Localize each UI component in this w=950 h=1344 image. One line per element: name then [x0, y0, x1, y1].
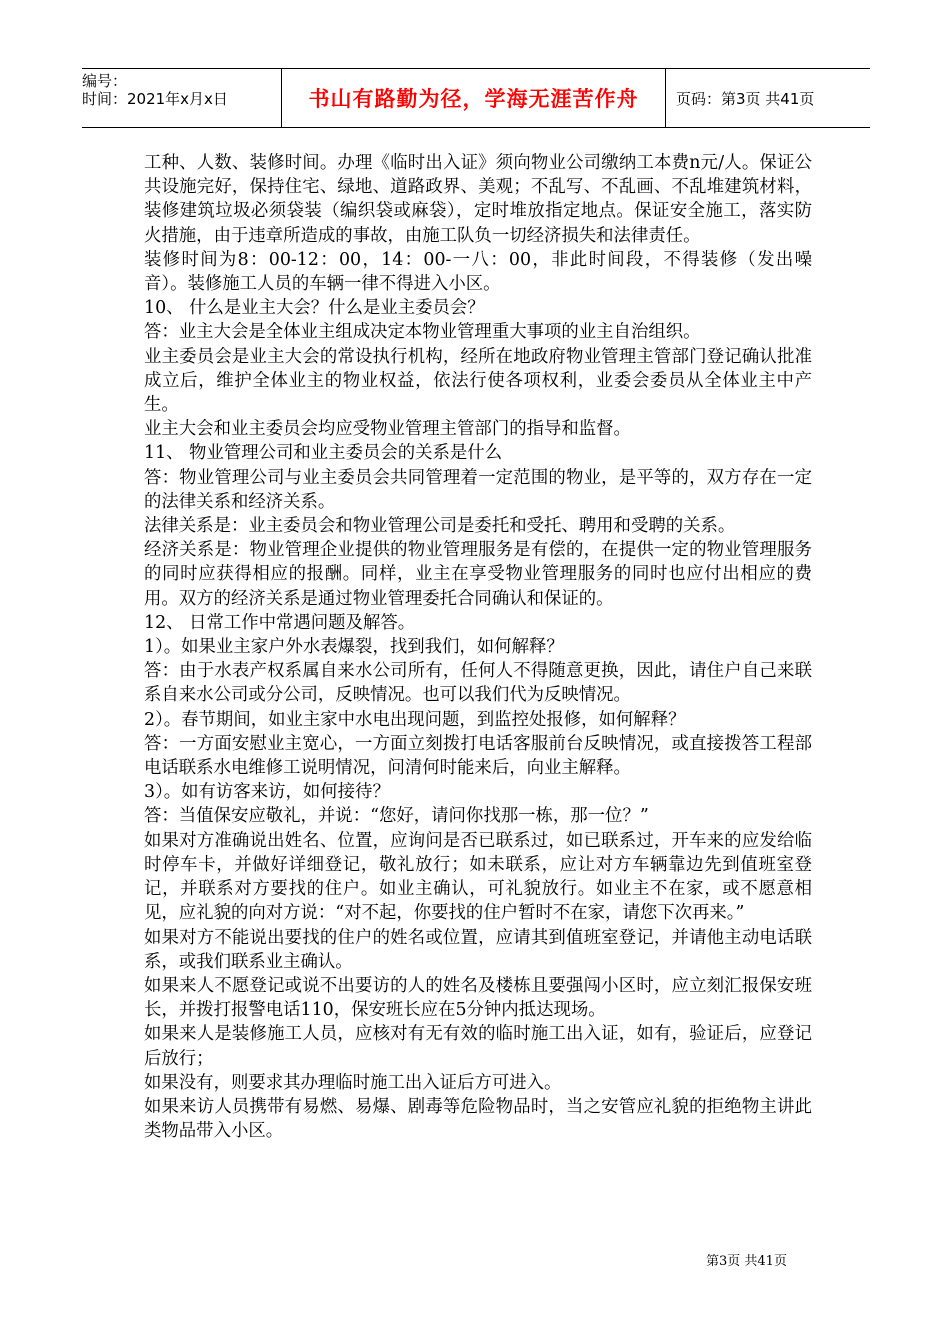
paragraph: 如果没有，则要求其办理临时施工出入证后方可进入。 — [144, 1072, 562, 1093]
paragraph: 如果来人是装修施工人员，应核对有无有效的临时施工出入证，如有，验证后，应登记后放行； — [144, 1024, 812, 1069]
paragraph: 如果对方准确说出姓名、位置，应询问是否已联系过，如已联系过，开车来的应发给临时停车卡，并做好详细登记，敬礼放行；如未联系，应让对方车辆靠边先到值班室登记，并联系对方要找的住户。如业主确认，可礼貌放行。如业主不在家，或不愿意相见，应礼貌的向对方说：“对不起，你要找的住户暂时不在家，请您下次再来。” — [144, 830, 812, 924]
sub-question: 1）。如果业主家户外水表爆裂，找到我们，如何解释？ — [144, 637, 564, 658]
paragraph: 如果对方不能说出要找的住户的姓名或位置，应请其到值班室登记，并请他主动电话联系，或我们联系业主确认。 — [144, 927, 812, 972]
question-heading: 11、 物业管理公司和业主委员会的关系是什么 — [144, 443, 503, 464]
paragraph: 答：一方面安慰业主宽心，一方面立刻拨打电话客服前台反映情况，或直接拨答工程部电话联系水电维修工说明情况，问清何时能来后，向业主解释。 — [144, 733, 812, 779]
paragraph: 法律关系是：业主委员会和物业管理公司是委托和受托、聘用和受聘的关系。 — [144, 516, 736, 537]
paragraph: 答：物业管理公司与业主委员会共同管理着一定范围的物业，是平等的，双方存在一定的法律关系和经济关系。 — [144, 467, 812, 512]
paragraph: 如果来人不愿登记或说不出要访的人的姓名及楼栋且要强闯小区时，应立刻汇报保安班长，并拨打报警电话110，保安班长应在5分钟内抵达现场。 — [144, 975, 812, 1021]
paragraph: 答：由于水表产权系属自来水公司所有，任何人不得随意更换，因此，请住户自己来联系自来水公司或分公司，反映情况。也可以我们代为反映情况。 — [144, 661, 812, 706]
paragraph: 答：业主大会是全体业主组成决定本物业管理重大事项的业主自治组织。 — [144, 322, 701, 343]
paragraph: 装修时间为8：00-12：00，14：00-一八：00，非此时间段，不得装修（发出噪音）。装修施工人员的车辆一律不得进入小区。 — [144, 249, 812, 295]
document-body — [144, 151, 812, 1143]
question-heading: 10、 什么是业主大会？什么是业主委员会？ — [144, 298, 485, 319]
paragraph: 如果来访人员携带有易燃、易爆、剧毒等危险物品时，当之安管应礼貌的拒绝物主讲此类物品带入小区。 — [144, 1096, 812, 1142]
header-motto: 书山有路勤为径，学海无涯苦作舟 — [282, 69, 666, 127]
sub-question: 2）。春节期间，如业主家中水电出现问题，到监控处报修，如何解释？ — [144, 709, 686, 730]
question-heading: 12、 日常工作中常遇问题及解答。 — [144, 612, 416, 633]
document-number-label: 编号： — [82, 72, 128, 90]
paragraph: 业主委员会是业主大会的常设执行机构，经所在地政府物业管理主管部门登记确认批准成立后，维护全体业主的物业权益，依法行使各项权利，业委会委员从全体业主中产生。 — [144, 346, 812, 416]
paragraph: 工种、人数、装修时间。办理《临时出入证》须向物业公司缴纳工本费n元/人。保证公共设施完好，保持住宅、绿地、道路政界、美观；不乱写、不乱画、不乱堆建筑材料，装修建筑垃圾必须袋装（编织袋或麻袋），定时堆放指定地点。保证安全施工，落实防火措施，由于违章所造成的事故，由施工队负一切经济损失和法律责任。 — [144, 153, 812, 246]
header-page-label: 页码：第3页 共41页 — [676, 89, 815, 108]
sub-question: 3）。如有访客来访，如何接待？ — [144, 782, 390, 803]
page-footer: 第3页 共41页 — [706, 1254, 787, 1269]
paragraph: 经济关系是：物业管理企业提供的物业管理服务是有偿的，在提供一定的物业管理服务的同时应获得相应的报酬。同样，业主在享受物业管理服务的同时也应付出相应的费用。双方的经济关系是通过物业管理委托合同确认和保证的。 — [144, 540, 812, 609]
header-meta — [82, 69, 282, 127]
paragraph: 答：当值保安应敬礼，并说：“您好，请问你找那一栋，那一位？” — [144, 806, 649, 827]
document-date-label: 时间：2021年x月x日 — [82, 90, 228, 108]
paragraph: 业主大会和业主委员会均应受物业管理主管部门的指导和监督。 — [144, 419, 631, 440]
page-header — [82, 68, 870, 128]
